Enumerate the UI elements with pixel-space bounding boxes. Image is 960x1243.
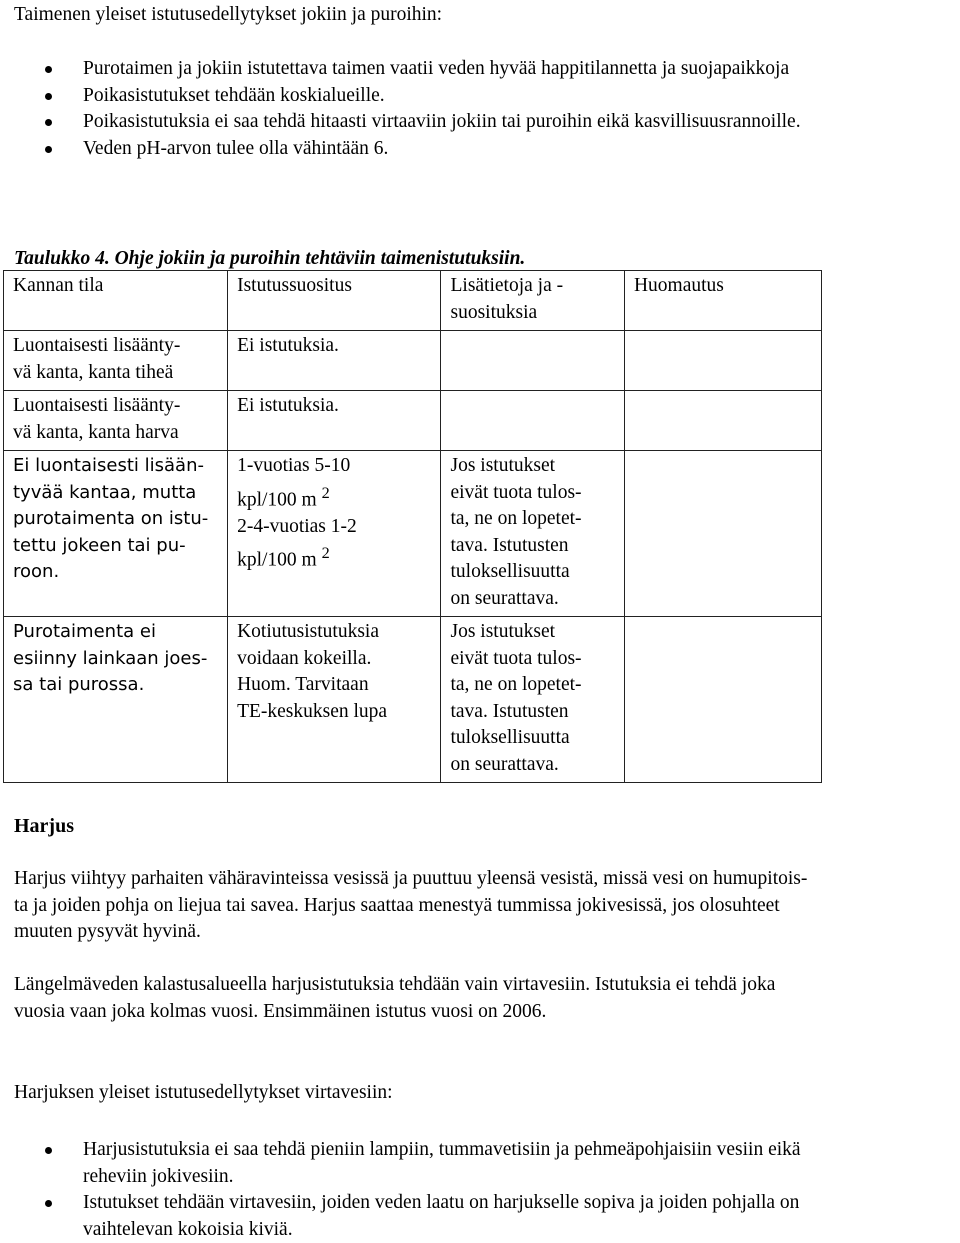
header-cell: Huomautus xyxy=(624,271,821,331)
table-cell: Luontaisesti lisäänty- vä kanta, kanta harva xyxy=(4,391,228,451)
bullet-icon xyxy=(45,93,52,100)
header-cell: Istutussuositus xyxy=(228,271,441,331)
list-item: Istutukset tehdään virtavesiin, joiden veden laatu on harjukselle sopiva ja joiden pohjalla on vaihtelevan kokoisia kiviä. xyxy=(0,1190,960,1243)
table-cell: Ei luontaisesti lisään- tyvää kantaa, mutta purotaimenta on istu- tettu jokeen tai pu- roon. xyxy=(4,451,228,617)
table-cell: Ei istutuksia. xyxy=(228,331,441,391)
list-item: Veden pH-arvon tulee olla vähintään 6. xyxy=(0,136,960,163)
bullet-icon xyxy=(45,1147,52,1154)
table-header-row xyxy=(4,271,822,331)
header-cell: Kannan tila xyxy=(4,271,228,331)
list-item: Poikasistutuksia ei saa tehdä hitaasti virtaaviin jokiin tai puroihin eikä kasvillisuusrannoille. xyxy=(0,109,960,136)
table-row xyxy=(4,451,822,617)
table-cell xyxy=(624,391,821,451)
table-cell xyxy=(624,331,821,391)
paragraph: Längelmäveden kalastusalueella harjusistutuksia tehdään vain virtavesiin. Istutuksia ei tehdä joka vuosia vaan joka kolmas vuosi. Ensimmäinen istutus vuosi on 2006. xyxy=(14,974,776,1022)
table-cell: Jos istutukset eivät tuota tulos- ta, ne on lopetet- tava. Istutusten tuloksellisuutta on seurattava. xyxy=(441,451,624,617)
intro-heading: Taimenen yleiset istutusedellytykset jokiin ja puroihin: xyxy=(14,4,443,25)
intro-bullet-list xyxy=(0,56,960,162)
paragraph: Harjuksen yleiset istutusedellytykset virtavesiin: xyxy=(14,1082,393,1103)
stocking-guide-table xyxy=(3,270,822,783)
section-title: Harjus xyxy=(14,815,74,837)
table-cell: Ei istutuksia. xyxy=(228,391,441,451)
bullet-icon xyxy=(45,1200,52,1207)
table-cell: Purotaimenta ei esiinny lainkaan joes- sa tai purossa. xyxy=(4,617,228,783)
table-row xyxy=(4,391,822,451)
bullet-icon xyxy=(45,119,52,126)
table-cell: 1-vuotias 5-10 kpl/100 m $^2$ 2-4-vuotias 1-2 kpl/100 m $^2$ xyxy=(228,451,441,617)
table-cell xyxy=(624,451,821,617)
table-cell xyxy=(624,617,821,783)
list-item: Harjusistutuksia ei saa tehdä pieniin lampiin, tummavetisiin ja pehmeäpohjaisiin vesiin eikä reheviin jokivesiin. xyxy=(0,1137,960,1190)
paragraph: Harjus viihtyy parhaiten vähäravinteissa vesissä ja puuttuu yleensä vesistä, missä vesi on humupitois- ta ja joiden pohja on liejua tai savea. Harjus saattaa menestyä tummissa jokivesissä, jos olosuhteet muuten pysyvät hyvinä. xyxy=(14,868,808,942)
table-cell: Jos istutukset eivät tuota tulos- ta, ne on lopetet- tava. Istutusten tuloksellisuutta on seurattava. xyxy=(441,617,624,783)
table-cell xyxy=(441,391,624,451)
list-item: Poikasistutukset tehdään koskialueille. xyxy=(0,83,960,110)
list-item: Purotaimen ja jokiin istutettava taimen vaatii veden hyvää happitilannetta ja suojapaikkoja xyxy=(0,56,960,83)
table-caption: Taulukko 4. Ohje jokiin ja puroihin tehtäviin taimenistutuksiin. xyxy=(14,248,526,269)
header-cell: Lisätietoja ja - suosituksia xyxy=(441,271,624,331)
harjus-bullet-list xyxy=(0,1137,960,1243)
table-row xyxy=(4,331,822,391)
table-cell: Kotiutusistutuksia voidaan kokeilla. Huom. Tarvitaan TE-keskuksen lupa xyxy=(228,617,441,783)
table-cell: Luontaisesti lisäänty- vä kanta, kanta tiheä xyxy=(4,331,228,391)
table-row xyxy=(4,617,822,783)
table-cell xyxy=(441,331,624,391)
bullet-icon xyxy=(45,66,52,73)
bullet-icon xyxy=(45,146,52,153)
